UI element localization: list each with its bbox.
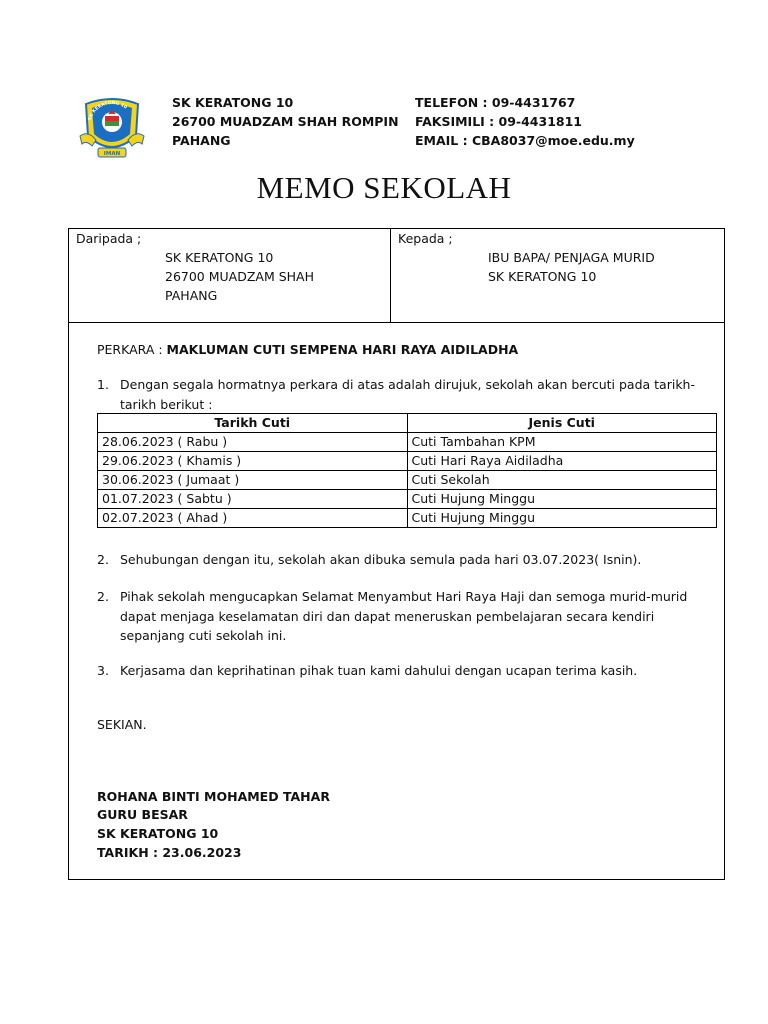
telephone: TELEFON : 09-4431767	[415, 95, 576, 110]
holiday-type: Cuti Hujung Minggu	[407, 509, 717, 528]
email: EMAIL : CBA8037@moe.edu.my	[415, 133, 635, 148]
holiday-date: 01.07.2023 ( Sabtu )	[98, 490, 408, 509]
paragraph-2: Sehubungan dengan itu, sekolah akan dibuka semula pada hari 03.07.2023( Isnin).	[120, 552, 642, 567]
subject-line	[97, 340, 518, 359]
holiday-type: Cuti Sekolah	[407, 471, 717, 490]
from-label: Daripada ;	[76, 231, 142, 246]
table-row	[98, 509, 717, 528]
holiday-type: Cuti Tambahan KPM	[407, 433, 717, 452]
holiday-type: Cuti Hari Raya Aidiladha	[407, 452, 717, 471]
signatory-school: SK KERATONG 10	[97, 826, 219, 841]
signatory-position: GURU BESAR	[97, 807, 188, 822]
school-name: SK KERATONG 10	[172, 95, 294, 110]
closing-text: SEKIAN.	[97, 717, 147, 732]
paragraph-number: 2.	[97, 589, 109, 604]
holiday-date: 29.06.2023 ( Khamis )	[98, 452, 408, 471]
holiday-type: Cuti Hujung Minggu	[407, 490, 717, 509]
table-row	[98, 452, 717, 471]
header-tarikh-cuti: Tarikh Cuti	[98, 414, 408, 433]
table-row	[98, 490, 717, 509]
paragraph-number: 3.	[97, 663, 109, 678]
paragraph-3: Pihak sekolah mengucapkan Selamat Menyambut Hari Raya Haji dan semoga murid-murid dapat menjaga keselamatan diri dan dapat meneruskan pembelajaran secara kendiri sepanjang cuti sekolah ini.	[120, 589, 688, 643]
paragraph-4: Kerjasama dan keprihatinan pihak tuan kami dahului dengan ucapan terima kasih.	[120, 663, 638, 678]
table-row	[98, 471, 717, 490]
to-line-1: IBU BAPA/ PENJAGA MURID	[488, 250, 655, 265]
to-label: Kepada ;	[398, 231, 453, 246]
logo-motto: IMAN	[103, 151, 121, 157]
memo-date: TARIKH : 23.06.2023	[97, 845, 242, 860]
holiday-date: 02.07.2023 ( Ahad )	[98, 509, 408, 528]
school-state: PAHANG	[172, 133, 231, 148]
paragraph-number: 2.	[97, 552, 109, 567]
school-address: 26700 MUADZAM SHAH ROMPIN	[172, 114, 399, 129]
table-header-row	[98, 414, 717, 433]
holiday-date: 28.06.2023 ( Rabu )	[98, 433, 408, 452]
from-line-1: SK KERATONG 10	[165, 250, 274, 265]
table-row	[98, 433, 717, 452]
holiday-table	[97, 413, 717, 528]
page-title: MEMO SEKOLAH	[256, 170, 512, 205]
holiday-date: 30.06.2023 ( Jumaat )	[98, 471, 408, 490]
school-crest-logo	[78, 96, 146, 162]
address-divider	[390, 228, 391, 323]
fax: FAKSIMILI : 09-4431811	[415, 114, 582, 129]
header-jenis-cuti: Jenis Cuti	[407, 414, 717, 433]
from-line-2: 26700 MUADZAM SHAH	[165, 269, 315, 284]
subject-text: MAKLUMAN CUTI SEMPENA HARI RAYA AIDILADHA	[166, 342, 519, 357]
signatory-name: ROHANA BINTI MOHAMED TAHAR	[97, 789, 330, 804]
subject-label: PERKARA :	[97, 342, 167, 357]
logo-top-text: SK KERATONG 10	[87, 100, 128, 122]
from-line-3: PAHANG	[165, 288, 218, 303]
paragraph-number: 1.	[97, 377, 109, 392]
to-line-2: SK KERATONG 10	[488, 269, 597, 284]
paragraph-1: Dengan segala hormatnya perkara di atas adalah dirujuk, sekolah akan bercuti pada tarikh-tarikh berikut :	[120, 377, 695, 412]
